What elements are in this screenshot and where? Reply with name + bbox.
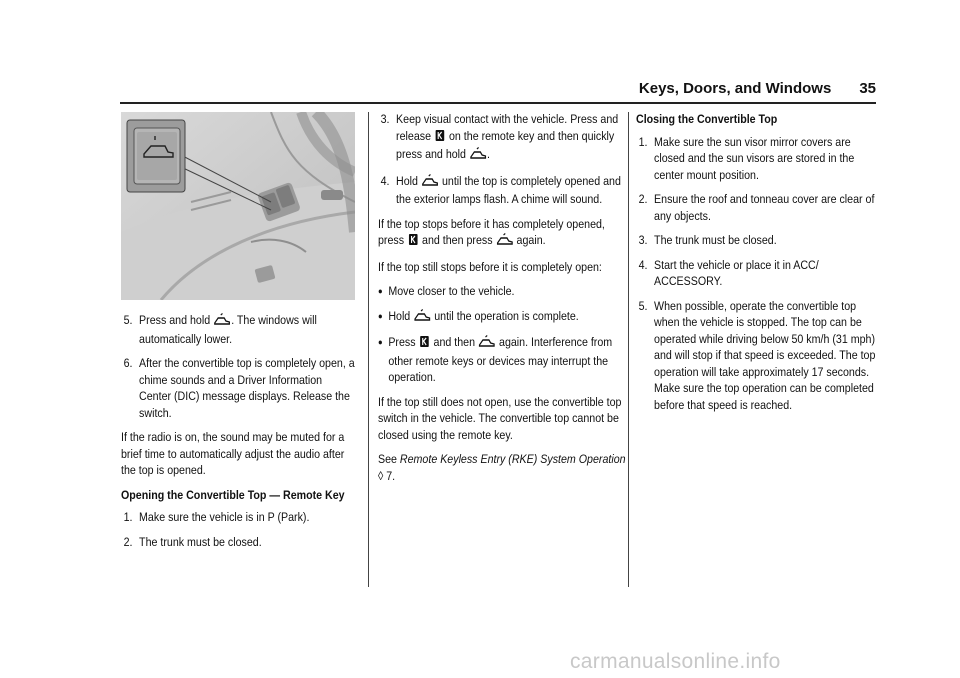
convertible-top-icon	[214, 313, 230, 331]
text-run: Press	[388, 335, 416, 349]
text-run: until the operation is complete.	[434, 308, 579, 323]
column-divider-1	[368, 112, 369, 587]
item-text: Hold	[396, 173, 418, 188]
list-item	[121, 312, 355, 347]
item-text: After the convertible top is completely open, a chime sounds and a Driver Information Center (DIC) message displays. Release the switch.	[139, 356, 355, 420]
convertible-top-icon	[422, 174, 438, 192]
page-ref: 7.	[386, 468, 396, 483]
list-number: 4.	[638, 257, 648, 272]
item-text: .	[487, 147, 490, 161]
list-number: 3.	[380, 112, 390, 126]
list-item	[636, 191, 879, 224]
page-number: 35	[859, 80, 876, 97]
item-text: Keep visual contact with the vehicle. Press and release	[396, 112, 619, 143]
list-item	[636, 257, 879, 290]
see-reference	[378, 451, 630, 484]
list-item	[636, 298, 879, 414]
convertible-top-icon	[470, 147, 486, 165]
header-title: Keys, Doors, and Windows	[638, 80, 832, 97]
remote-key-lock-icon	[435, 129, 445, 147]
convertible-top-icon	[414, 309, 430, 327]
text-run: and then press	[422, 233, 493, 247]
bullet-item	[378, 334, 630, 386]
list-number: 1.	[123, 510, 133, 524]
list-number: 4.	[380, 173, 390, 188]
text-run: again.	[516, 233, 546, 247]
text-run: See	[378, 452, 397, 466]
list-number: 1.	[638, 134, 648, 149]
item-text: Start the vehicle or place it in ACC/ ACCESSORY.	[654, 257, 819, 288]
header-rule	[120, 102, 876, 104]
paragraph-still-stops: If the top still stops before it is completely open:	[378, 259, 602, 274]
list-number: 2.	[123, 534, 133, 549]
item-text: Make sure the sun visor mirror covers are closed and the sun visors are stored in the center mount position.	[654, 134, 855, 182]
cross-reference-link[interactable]: Remote Keyless Entry (RKE) System Operation	[399, 452, 626, 466]
paragraph-not-open: If the top still does not open, use the convertible top switch in the vehicle. The convertible top cannot be closed using the remote key.	[378, 394, 622, 442]
list-item	[636, 134, 879, 184]
list-number: 5.	[638, 298, 648, 313]
item-text: Press and hold	[139, 313, 211, 327]
remote-key-lock-icon	[419, 335, 429, 353]
list-number: 5.	[123, 313, 133, 327]
remote-key-lock-icon	[408, 233, 418, 251]
subhead-opening-remote: Opening the Convertible Top — Remote Key	[121, 487, 345, 502]
list-item	[121, 355, 355, 421]
convertible-switch-illustration	[121, 112, 355, 300]
item-text: until the top is completely opened and the exterior lamps flash. A chime will sound.	[396, 173, 621, 206]
paragraph-radio-muted: If the radio is on, the sound may be muted for a brief time to automatically adjust the audio after the top is opened.	[121, 430, 345, 477]
item-text: When possible, operate the convertible top when the vehicle is stopped. The top can be operated while driving below 50 km/h (31 mph) and will stop if that speed is exceeded. The top operation will take approximately 17 seconds. Make sure the top operation can be completed before that speed is reached.	[654, 298, 876, 412]
item-text: Ensure the roof and tonneau cover are clear of any objects.	[654, 192, 875, 223]
list-number: 6.	[123, 356, 133, 370]
text-run: Hold	[388, 308, 411, 323]
list-item	[121, 534, 355, 551]
item-text: The trunk must be closed.	[654, 233, 777, 247]
text-run: If the top stops before it has completely opened, press	[378, 216, 605, 247]
item-text: Make sure the vehicle is in P (Park).	[139, 510, 310, 524]
page-header	[0, 80, 876, 97]
item-text: The trunk must be closed.	[139, 534, 262, 549]
list-number: 2.	[638, 192, 648, 206]
paragraph-top-stops	[378, 216, 630, 251]
list-item	[121, 509, 355, 526]
text-run: and then	[433, 335, 476, 349]
bullet-item: ● Move closer to the vehicle.	[378, 283, 630, 300]
bullet-item	[378, 308, 630, 327]
page-ref-arrow-icon: ◊	[378, 468, 384, 483]
subhead-closing: Closing the Convertible Top	[636, 112, 778, 126]
watermark: carmanualsonline.info	[570, 650, 781, 673]
convertible-top-icon	[479, 335, 495, 353]
list-item	[636, 232, 879, 249]
convertible-top-icon	[496, 233, 512, 251]
list-item	[378, 111, 630, 165]
column-3	[636, 111, 879, 421]
column-1	[121, 312, 355, 558]
column-2	[378, 111, 630, 492]
list-item	[378, 173, 630, 208]
item-text: . The windows will automatically lower.	[139, 313, 317, 346]
text-run: again. Interference from other remote keys or devices may interrupt the operation.	[388, 335, 613, 384]
list-number: 3.	[638, 233, 648, 247]
item-text: on the remote key and then quickly press and hold	[396, 128, 615, 161]
